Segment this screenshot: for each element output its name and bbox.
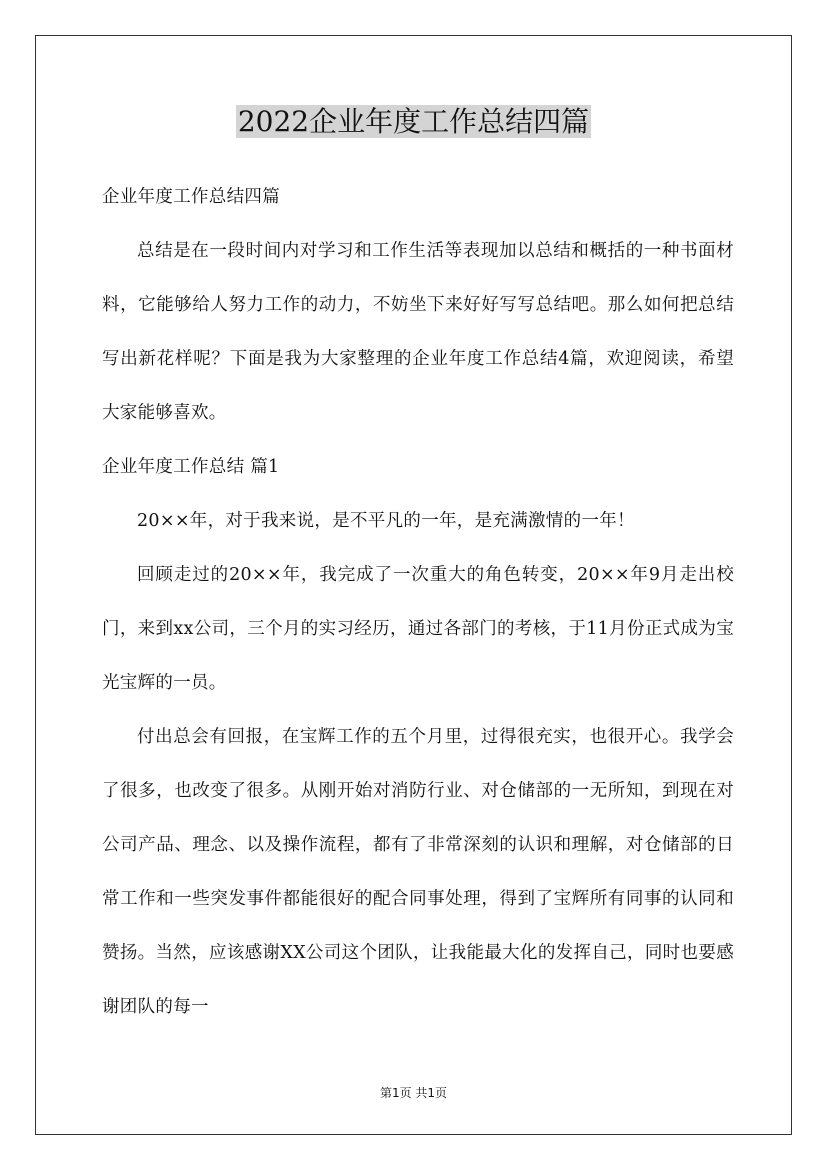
subtitle-line: 企业年度工作总结四篇: [102, 187, 280, 207]
document-body: [102, 170, 734, 1034]
document-title: [0, 100, 827, 144]
page-footer: [0, 1084, 827, 1101]
body-paragraph-2: 回顾走过的20××年，我完成了一次重大的角色转变，20××年9月走出校门，来到xx公司，三个月的实习经历，通过各部门的考核，于11月份正式成为宝光宝辉的一员。: [102, 565, 734, 693]
section-heading: 企业年度工作总结 篇1: [102, 457, 280, 477]
intro-paragraph: 总结是在一段时间内对学习和工作生活等表现加以总结和概括的一种书面材料，它能够给人努力工作的动力，不妨坐下来好好写写总结吧。那么如何把总结写出新花样呢？下面是我为大家整理的企业年度工作总结4篇，欢迎阅读，希望大家能够喜欢。: [102, 241, 734, 423]
document-title-text: 2022企业年度工作总结四篇: [237, 105, 590, 138]
page-number: 第1页 共1页: [379, 1086, 448, 1100]
body-paragraph-1: 20××年，对于我来说，是不平凡的一年，是充满激情的一年！: [137, 511, 635, 531]
body-paragraph-3: 付出总会有回报，在宝辉工作的五个月里，过得很充实，也很开心。我学会了很多，也改变了很多。从刚开始对消防行业、对仓储部的一无所知，到现在对公司产品、理念、以及操作流程，都有了非常深刻的认识和理解，对仓储部的日常工作和一些突发事件都能很好的配合同事处理，得到了宝辉所有同事的认同和赞扬。当然，应该感谢XX公司这个团队，让我能最大化的发挥自己，同时也要感谢团队的每一: [102, 727, 734, 1017]
